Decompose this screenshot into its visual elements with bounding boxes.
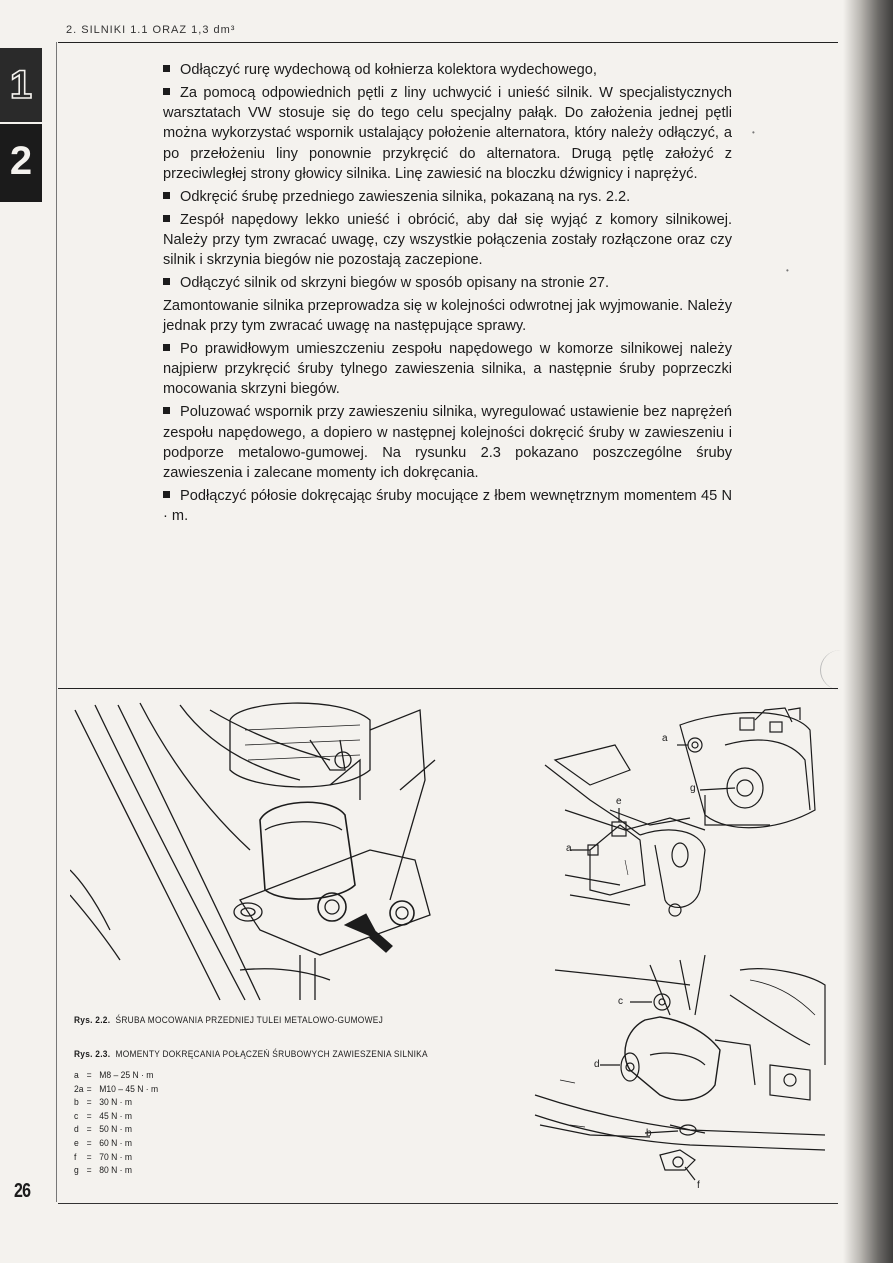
body-paragraph xyxy=(163,402,732,483)
figure-rule xyxy=(58,688,838,689)
header-rule xyxy=(58,42,838,43)
chapter-tab-2: 2 xyxy=(0,124,42,202)
legend-equals: = xyxy=(86,1151,92,1163)
label-b: b xyxy=(646,1128,652,1139)
paragraph-text: Poluzować wspornik przy zawieszeniu silnika, wyregulować ustawienie bez naprężeń zespołu napędowego, a dopiero w następnej kolejności dokręcić śruby w zawieszeniu i podporze metalowo-gumowej. Na rysunku 2.3 pokazano poszczególne śruby zawieszenia i zalecane momenty ich dokręcania. xyxy=(163,404,732,482)
legend-row xyxy=(74,1137,158,1151)
bullet-marker xyxy=(163,65,170,72)
legend-value: M10 – 45 N · m xyxy=(99,1083,159,1095)
figure-2-3-caption: Rys. 2.3. MOMENTY DOKRĘCANIA POŁĄCZEŃ ŚRUBOWYCH ZAWIESZENIA SILNIKA xyxy=(74,1049,428,1060)
body-paragraph xyxy=(163,339,732,400)
leader-line xyxy=(700,788,735,790)
label-e: e xyxy=(616,796,622,807)
body-paragraph xyxy=(163,296,732,337)
figure-2-3-upper-illustration xyxy=(530,700,830,930)
left-margin-rule xyxy=(56,42,57,1202)
legend-equals: = xyxy=(86,1124,92,1136)
bullet-marker xyxy=(163,344,170,351)
bullet-marker xyxy=(163,407,170,414)
legend-key: a xyxy=(74,1070,79,1081)
bullet-marker xyxy=(163,215,170,222)
paragraph-text: Odkręcić śrubę przedniego zawieszenia silnika, pokazaną na rys. 2.2. xyxy=(180,188,631,205)
paragraph-text: Odłączyć rurę wydechową od kołnierza kolektora wydechowego, xyxy=(180,62,597,78)
scan-speck: • xyxy=(752,128,755,137)
legend-key: g xyxy=(74,1165,79,1177)
leader-line xyxy=(685,1167,695,1180)
body-text xyxy=(163,60,732,529)
legend-value: M8 – 25 N · m xyxy=(99,1070,154,1081)
legend-row xyxy=(74,1110,158,1124)
legend-value: 45 N · m xyxy=(99,1110,132,1122)
legend-key: 2a xyxy=(74,1083,84,1095)
legend-equals: = xyxy=(86,1110,92,1122)
legend-row xyxy=(74,1164,158,1178)
frame-line xyxy=(75,710,220,1000)
label-a-upper: a xyxy=(662,733,668,744)
legend-row xyxy=(74,1069,158,1083)
legend-equals: = xyxy=(86,1137,92,1149)
legend-equals: = xyxy=(86,1165,92,1177)
chapter-tab-1: 1 xyxy=(0,48,42,122)
paragraph-text: Po prawidłowym umieszczeniu zespołu napędowego w komorze silnikowej należy najpierw przykręcić śruby tylnego zawieszenia silnika, a następnie śruby poprzeczki mocowania skrzyni biegów. xyxy=(163,340,732,398)
legend-row xyxy=(74,1083,158,1097)
paragraph-text: Zespół napędowy lekko unieść i obrócić, aby dał się wyjąć z komory silnikowej. Należy przy tym zwracać uwagę, czy wszystkie połączenia zostały rozłączone oraz czy silnik i skrzynia biegów nie pozostają zaczepione. xyxy=(163,211,732,269)
figure-2-3-lower-illustration xyxy=(530,955,830,1190)
label-d: d xyxy=(594,1059,600,1070)
legend-key: d xyxy=(74,1124,79,1136)
body-paragraph xyxy=(163,83,732,184)
footer-rule xyxy=(58,1203,838,1204)
legend-key: c xyxy=(74,1110,79,1122)
body-paragraph xyxy=(163,187,732,207)
running-header: 2. SILNIKI 1.1 ORAZ 1,3 dm³ xyxy=(66,24,236,36)
legend-value: 60 N · m xyxy=(99,1137,132,1149)
body-paragraph xyxy=(163,273,732,293)
body-paragraph xyxy=(163,486,732,527)
legend-value: 50 N · m xyxy=(99,1124,132,1136)
legend-equals: = xyxy=(86,1083,92,1095)
margin-mark xyxy=(820,650,861,690)
legend-row xyxy=(74,1151,158,1165)
frame-line xyxy=(118,705,260,1000)
figure-2-2-caption: Rys. 2.2. ŚRUBA MOCOWANIA PRZEDNIEJ TULEI METALOWO-GUMOWEJ xyxy=(74,1015,384,1026)
label-f: f xyxy=(697,1180,700,1191)
legend-equals: = xyxy=(86,1097,92,1109)
label-c: c xyxy=(618,996,623,1007)
binding-shadow xyxy=(843,0,893,1263)
legend-value: 70 N · m xyxy=(99,1151,132,1163)
legend-equals: = xyxy=(86,1070,92,1081)
paragraph-text: Podłączyć półosie dokręcając śruby mocujące z łbem wewnętrznym momentem 45 N · m. xyxy=(163,487,732,525)
bullet-marker xyxy=(163,192,170,199)
body-paragraph xyxy=(163,60,732,80)
legend-key: e xyxy=(74,1137,79,1149)
label-g: g xyxy=(690,783,696,794)
paragraph-text: Za pomocą odpowiednich pętli z liny uchwycić i unieść silnik. W specjalistycznych warsztatach VW stosuje się do tego celu specjalny pałąk. Do założenia jednej pętli można wykorzystać wspornik ustalający położenie alternatora, który należy odłączyć, a po przełożeniu liny ponownie przykręcić do alternatora. Drugą pętlę założyć z przeciwległej strony głowicy silnika. Linę zawiesić na bloczku dźwignicy i naprężyć. xyxy=(163,84,732,182)
bullet-marker xyxy=(163,88,170,95)
page-number: 26 xyxy=(14,1180,31,1202)
legend-row xyxy=(74,1123,158,1137)
scan-speck: • xyxy=(786,266,789,275)
legend-key: f xyxy=(74,1151,77,1163)
legend-value: 30 N · m xyxy=(99,1097,132,1109)
torque-legend xyxy=(74,1069,158,1178)
legend-row xyxy=(74,1096,158,1110)
body-paragraph xyxy=(163,210,732,271)
legend-value: 80 N · m xyxy=(99,1165,132,1177)
bullet-marker xyxy=(163,278,170,285)
paragraph-text: Zamontowanie silnika przeprowadza się w kolejności odwrotnej jak wyjmowanie. Należy jednak przy tym zwracać uwagę na następujące sprawy. xyxy=(163,297,732,335)
figure-2-2-illustration xyxy=(70,700,450,1005)
bullet-marker xyxy=(163,491,170,498)
paragraph-text: Odłączyć silnik od skrzyni biegów w sposób opisany na stronie 27. xyxy=(180,274,610,291)
legend-key: b xyxy=(74,1097,79,1109)
label-a-lower: a xyxy=(566,843,572,854)
